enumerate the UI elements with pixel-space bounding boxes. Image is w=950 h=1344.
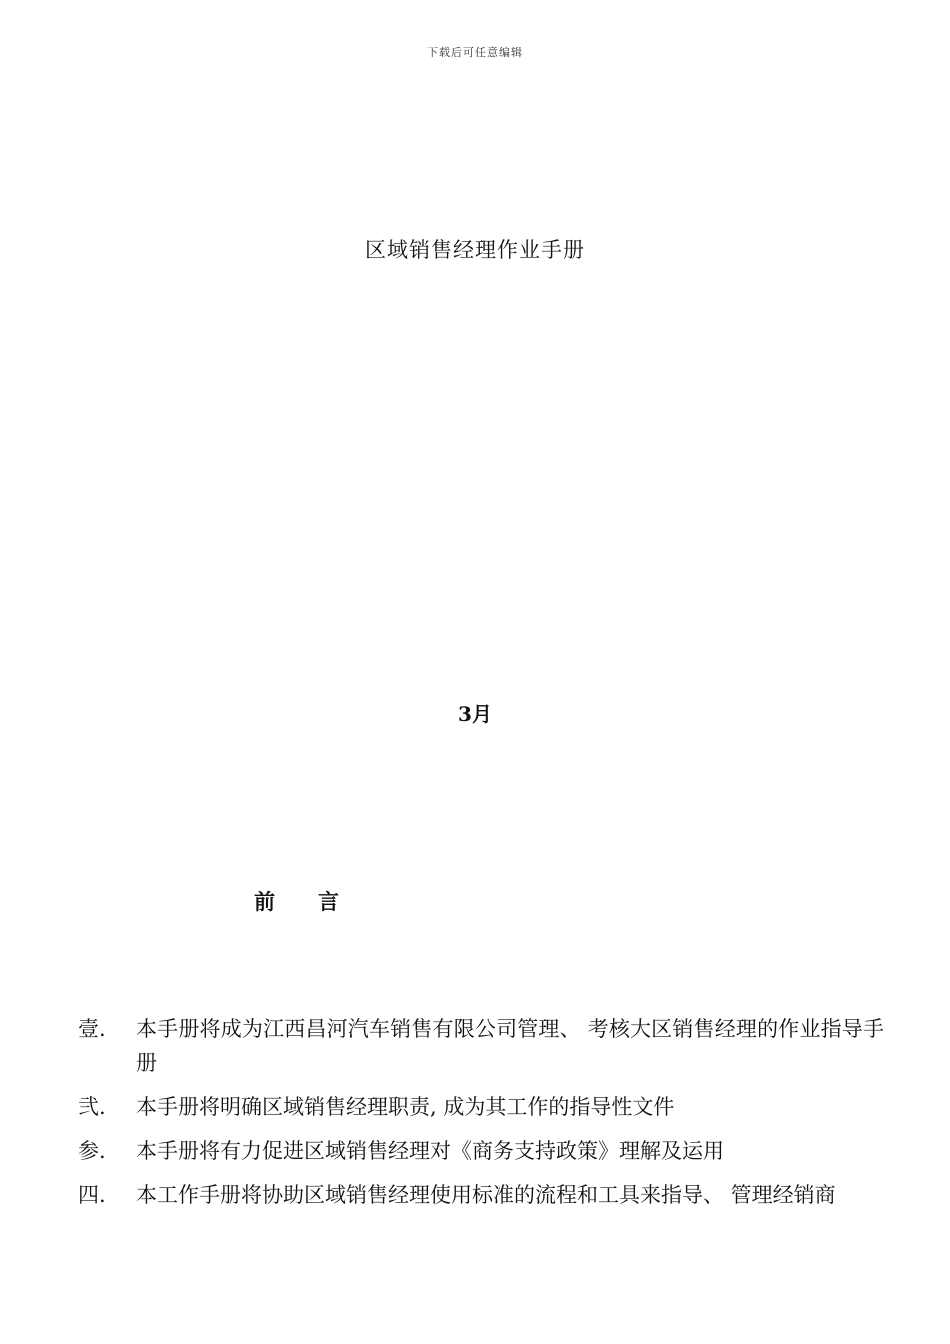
list-item [78, 1012, 884, 1080]
document-title: 区域销售经理作业手册 [365, 238, 585, 262]
list-item-marker: 参. [78, 1139, 106, 1163]
preface-heading-char-1: 前 [254, 889, 276, 914]
document-date: 3月 [458, 702, 492, 726]
list-item-text: 本工作手册将协助区域销售经理使用标准的流程和工具来指导、 管理经销商 [136, 1183, 836, 1207]
preface-list [78, 1012, 884, 1222]
list-item [78, 1090, 884, 1124]
list-item [78, 1178, 884, 1212]
list-item-text: 本手册将成为江西昌河汽车销售有限公司管理、 考核大区销售经理的作业指导手册 [136, 1017, 884, 1075]
list-item-marker: 弐. [78, 1095, 106, 1119]
page-header-note: 下载后可任意编辑 [427, 46, 523, 59]
list-item-text: 本手册将明确区域销售经理职责, 成为其工作的指导性文件 [136, 1095, 675, 1119]
list-item [78, 1134, 884, 1168]
preface-heading [254, 886, 340, 916]
preface-heading-char-2: 言 [318, 889, 340, 914]
list-item-marker: 四. [78, 1183, 106, 1207]
list-item-marker: 壹. [78, 1017, 106, 1041]
list-item-text: 本手册将有力促进区域销售经理对《商务支持政策》理解及运用 [136, 1139, 724, 1163]
